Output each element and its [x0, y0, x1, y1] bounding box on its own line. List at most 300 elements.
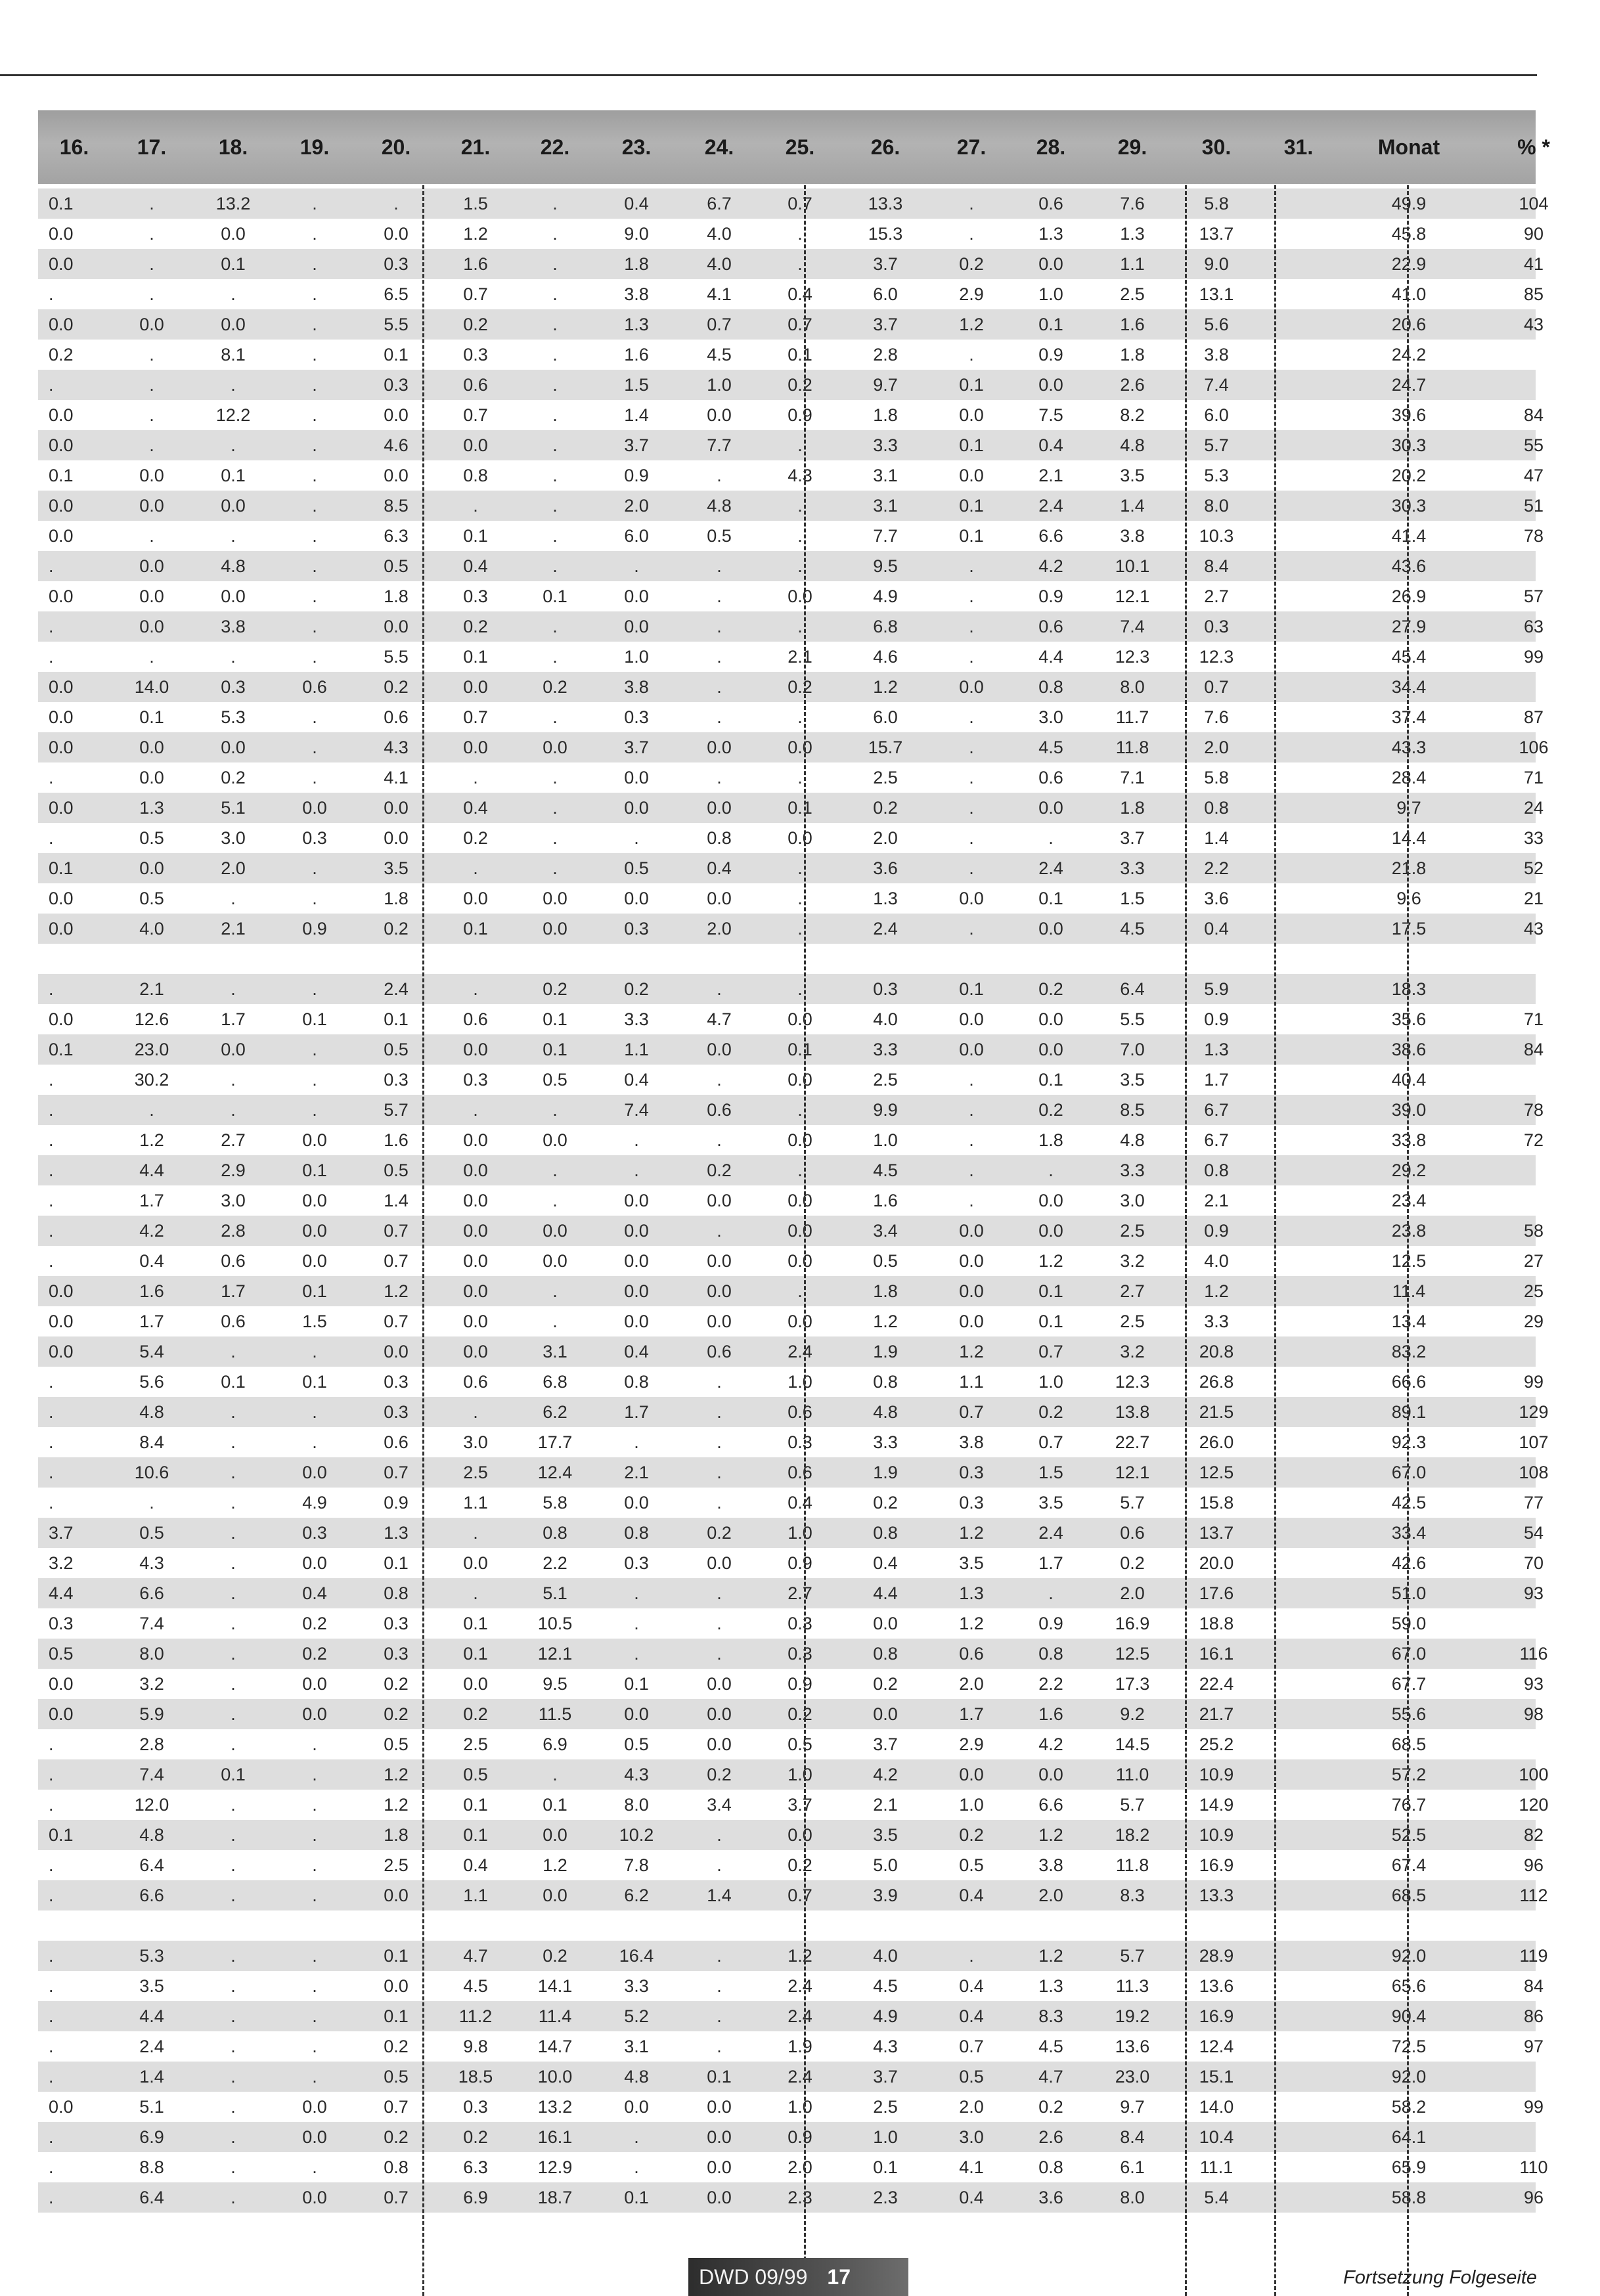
table-cell: 2.0: [1038, 1885, 1063, 1905]
table-cell: 0.5: [384, 556, 409, 576]
table-cell: .: [312, 707, 317, 727]
table-cell: 5.4: [1204, 2187, 1229, 2207]
table-cell: 0.0: [788, 1130, 812, 1150]
table-cell: 8.4: [1204, 556, 1229, 576]
table-cell: 2.1: [139, 979, 164, 999]
table-row: [38, 1729, 1536, 1759]
table-cell: .: [969, 586, 974, 606]
table-cell: .: [552, 374, 558, 395]
table-cell: 2.6: [1038, 2127, 1063, 2147]
table-cell: .: [717, 767, 722, 787]
table-cell: 0.1: [543, 586, 567, 606]
table-cell: 2.0: [873, 828, 898, 848]
table-row: [38, 1820, 1544, 1850]
table-cell: 2.0: [959, 1673, 984, 1694]
table-cell: .: [717, 2006, 722, 2026]
table-row: [38, 2092, 1544, 2122]
table-cell: 49.9: [1391, 193, 1427, 213]
table-cell: 0.0: [1038, 1039, 1063, 1059]
table-cell: 5.9: [1204, 979, 1229, 999]
table-cell: 0.0: [384, 616, 409, 636]
table-cell: 1.1: [1120, 254, 1145, 274]
table-cell: 23.0: [134, 1039, 169, 1059]
table-cell: 2.9: [221, 1160, 246, 1180]
table-cell: 1.2: [384, 1281, 409, 1301]
table-cell: 0.3: [384, 1069, 409, 1090]
table-cell: .: [49, 616, 54, 636]
table-cell: 2.1: [624, 1462, 649, 1482]
table-cell: 6.9: [139, 2127, 164, 2147]
table-cell: 0.8: [1038, 676, 1063, 697]
table-cell: 0.0: [49, 888, 74, 908]
table-cell: 0.3: [959, 1462, 984, 1482]
table-cell: 5.3: [139, 1945, 164, 1966]
table-cell: 1.4: [624, 405, 649, 425]
table-cell: 0.2: [624, 979, 649, 999]
table-cell: 0.2: [384, 1704, 409, 1724]
table-cell: .: [634, 1643, 639, 1664]
table-cell: 4.3: [139, 1553, 164, 1573]
table-cell: 11.7: [1115, 707, 1149, 727]
table-cell: 0.2: [788, 676, 812, 697]
table-cell: 1.7: [139, 1190, 164, 1210]
table-cell: 0.6: [707, 1341, 732, 1361]
table-cell: 0.2: [707, 1522, 732, 1543]
table-cell: .: [231, 1794, 236, 1815]
table-row: [38, 1276, 1544, 1306]
table-row: [38, 1367, 1544, 1397]
table-cell: .: [717, 2036, 722, 2056]
table-cell: 90: [1523, 223, 1544, 244]
table-cell: 78: [1523, 1099, 1544, 1120]
table-cell: 3.8: [624, 284, 649, 304]
table-cell: 6.0: [1204, 405, 1229, 425]
table-cell: 4.0: [873, 1945, 898, 1966]
table-cell: 0.0: [788, 1009, 812, 1029]
table-row: [38, 2031, 1544, 2062]
table-cell: 0.8: [873, 1371, 898, 1392]
table-cell: 2.4: [788, 2066, 812, 2086]
table-cell: 1.2: [959, 1341, 984, 1361]
table-cell: 1.5: [302, 1311, 327, 1331]
table-cell: .: [552, 405, 558, 425]
table-cell: 0.0: [624, 797, 649, 818]
table-cell: 0.1: [463, 1613, 488, 1633]
table-cell: .: [552, 314, 558, 334]
table-cell: 5.1: [543, 1583, 567, 1603]
table-cell: 92.3: [1391, 1432, 1427, 1452]
table-cell: 0.0: [959, 1281, 984, 1301]
table-cell: 10.9: [1199, 1824, 1234, 1845]
table-cell: 10.0: [537, 2066, 573, 2086]
table-cell: 107: [1519, 1432, 1549, 1452]
table-row: [38, 1125, 1544, 1155]
table-cell: 0.0: [788, 1190, 812, 1210]
table-cell: 0.8: [384, 1583, 409, 1603]
table-cell: 0.0: [1038, 1764, 1063, 1784]
table-row: [38, 551, 1536, 581]
table-cell: 4.0: [873, 1009, 898, 1029]
table-cell: 99: [1523, 1371, 1544, 1392]
table-cell: 0.0: [707, 1311, 732, 1331]
table-cell: 5.7: [384, 1099, 409, 1120]
table-row: [38, 1880, 1548, 1910]
table-cell: 54: [1523, 1522, 1544, 1543]
table-cell: .: [49, 1130, 54, 1150]
table-cell: 51.0: [1391, 1583, 1427, 1603]
table-row: [38, 914, 1544, 944]
table-cell: .: [231, 1885, 236, 1905]
table-cell: 84: [1523, 405, 1544, 425]
table-cell: 3.5: [873, 1824, 898, 1845]
table-cell: 6.5: [384, 284, 409, 304]
table-cell: .: [149, 374, 154, 395]
column-header: Monat: [1377, 135, 1440, 159]
table-cell: 0.0: [384, 405, 409, 425]
table-cell: 0.6: [463, 1371, 488, 1392]
table-cell: 9.8: [463, 2036, 488, 2056]
table-row: [38, 672, 1536, 702]
table-cell: 0.5: [788, 1734, 812, 1754]
table-cell: .: [552, 495, 558, 516]
table-cell: .: [717, 616, 722, 636]
table-cell: 17.7: [537, 1432, 573, 1452]
table-cell: 0.3: [788, 1643, 812, 1664]
table-cell: 0.0: [49, 223, 74, 244]
table-cell: 3.6: [1038, 2187, 1063, 2207]
table-cell: 0.0: [463, 1553, 488, 1573]
table-cell: 3.7: [624, 435, 649, 455]
table-cell: .: [797, 525, 803, 546]
table-cell: .: [552, 1190, 558, 1210]
table-cell: 19.2: [1115, 2006, 1150, 2026]
table-cell: 0.2: [1038, 979, 1063, 999]
table-cell: .: [717, 1402, 722, 1422]
table-cell: .: [312, 1976, 317, 1996]
table-cell: 0.1: [139, 707, 164, 727]
table-cell: 1.9: [873, 1462, 898, 1482]
table-cell: 12.1: [537, 1643, 573, 1664]
table-row: [38, 883, 1544, 914]
table-cell: 11.8: [1115, 1855, 1149, 1875]
table-cell: 0.0: [707, 888, 732, 908]
table-cell: 0.1: [463, 918, 488, 938]
table-cell: 71: [1523, 767, 1544, 787]
table-cell: 3.8: [1120, 525, 1145, 546]
table-cell: 0.4: [463, 556, 488, 576]
table-cell: 27: [1523, 1250, 1544, 1271]
table-cell: 1.6: [873, 1190, 898, 1210]
table-cell: .: [49, 1402, 54, 1422]
table-cell: 23.4: [1391, 1190, 1427, 1210]
table-cell: 5.3: [221, 707, 246, 727]
table-cell: 13.6: [1115, 2036, 1150, 2056]
table-cell: 0.2: [1038, 1099, 1063, 1120]
table-cell: 0.7: [463, 284, 488, 304]
table-row: [38, 1699, 1544, 1729]
table-cell: 4.9: [873, 586, 898, 606]
table-cell: 3.2: [139, 1673, 164, 1694]
table-cell: 1.8: [1120, 344, 1145, 364]
table-cell: 7.4: [1204, 374, 1229, 395]
table-cell: 13.3: [868, 193, 903, 213]
table-cell: .: [473, 858, 478, 878]
table-cell: .: [552, 767, 558, 787]
table-cell: 1.4: [139, 2066, 164, 2086]
table-cell: 2.5: [1120, 284, 1145, 304]
table-cell: .: [49, 556, 54, 576]
table-cell: 82: [1523, 1824, 1544, 1845]
table-cell: .: [49, 1462, 54, 1482]
table-cell: .: [969, 707, 974, 727]
table-cell: 93: [1523, 1583, 1544, 1603]
table-cell: 0.3: [302, 1522, 327, 1543]
table-cell: 5.4: [139, 1341, 164, 1361]
table-cell: 16.4: [619, 1945, 654, 1966]
table-cell: 0.1: [624, 1673, 649, 1694]
table-cell: 0.0: [139, 556, 164, 576]
table-cell: .: [49, 1160, 54, 1180]
table-cell: .: [473, 979, 478, 999]
table-cell: 12.2: [215, 405, 251, 425]
table-cell: 6.8: [873, 616, 898, 636]
table-row: [38, 1578, 1544, 1608]
table-cell: .: [312, 314, 317, 334]
table-cell: .: [312, 193, 317, 213]
table-cell: 4.5: [873, 1160, 898, 1180]
table-cell: 8.0: [1120, 676, 1145, 697]
table-cell: 1.2: [959, 1613, 984, 1633]
column-header: 23.: [621, 135, 652, 159]
table-cell: .: [797, 1099, 803, 1120]
column-separator: [1185, 185, 1187, 2296]
table-cell: 6.3: [463, 2157, 488, 2177]
table-cell: 2.0: [624, 495, 649, 516]
table-cell: 0.0: [873, 1613, 898, 1633]
table-row: [38, 279, 1544, 309]
table-cell: 4.3: [384, 737, 409, 757]
table-cell: 21.7: [1199, 1704, 1234, 1724]
table-cell: 0.0: [543, 1885, 567, 1905]
table-cell: 1.4: [384, 1190, 409, 1210]
table-cell: 0.7: [788, 1885, 812, 1905]
table-cell: 0.0: [543, 737, 567, 757]
table-cell: 1.0: [788, 2096, 812, 2117]
table-cell: 0.0: [1038, 1220, 1063, 1241]
table-cell: 39.0: [1391, 1099, 1427, 1120]
table-cell: 12.9: [537, 2157, 573, 2177]
table-cell: 87: [1523, 707, 1544, 727]
table-cell: 0.0: [49, 918, 74, 938]
table-cell: 0.1: [543, 1009, 567, 1029]
table-cell: 39.6: [1391, 405, 1427, 425]
table-cell: 6.6: [1038, 525, 1063, 546]
table-cell: 29: [1523, 1311, 1544, 1331]
table-cell: 1.4: [1120, 495, 1145, 516]
table-cell: 37.4: [1391, 707, 1427, 727]
table-cell: 18.8: [1199, 1613, 1234, 1633]
section-gap: [38, 944, 1536, 974]
table-cell: 0.9: [302, 918, 327, 938]
table-cell: 92.0: [1391, 2066, 1427, 2086]
table-cell: 9.2: [1120, 1704, 1145, 1724]
table-cell: 0.5: [139, 888, 164, 908]
table-cell: 2.9: [959, 284, 984, 304]
table-cell: 3.0: [1038, 707, 1063, 727]
table-row: [38, 1095, 1544, 1125]
table-cell: 0.0: [463, 1673, 488, 1694]
table-cell: 18.2: [1115, 1824, 1150, 1845]
table-cell: 0.5: [139, 1522, 164, 1543]
table-cell: 0.5: [873, 1250, 898, 1271]
table-cell: 0.2: [1038, 2096, 1063, 2117]
table-cell: 0.0: [707, 737, 732, 757]
table-cell: 13.1: [1199, 284, 1234, 304]
table-cell: 0.2: [543, 979, 567, 999]
table-cell: .: [312, 1885, 317, 1905]
table-cell: .: [552, 254, 558, 274]
table-cell: 5.1: [221, 797, 246, 818]
table-cell: 30.3: [1391, 435, 1427, 455]
table-cell: 6.0: [873, 284, 898, 304]
table-cell: 63: [1523, 616, 1544, 636]
table-cell: 0.3: [624, 707, 649, 727]
table-cell: .: [231, 888, 236, 908]
table-row: [38, 1608, 1536, 1639]
column-header: 29.: [1117, 135, 1147, 159]
table-cell: .: [717, 646, 722, 667]
table-cell: 17.3: [1115, 1673, 1150, 1694]
table-cell: .: [717, 465, 722, 485]
table-cell: 4.8: [873, 1402, 898, 1422]
table-cell: 0.7: [1038, 1432, 1063, 1452]
table-cell: 64.1: [1391, 2127, 1427, 2147]
table-cell: 1.6: [1120, 314, 1145, 334]
table-cell: .: [312, 435, 317, 455]
table-cell: 0.0: [788, 1220, 812, 1241]
table-cell: 3.5: [139, 1976, 164, 1996]
table-cell: 0.1: [384, 1945, 409, 1966]
table-cell: 13.8: [1115, 1402, 1150, 1422]
table-cell: 12.1: [1115, 1462, 1150, 1482]
table-cell: .: [49, 979, 54, 999]
table-cell: 0.6: [1038, 193, 1063, 213]
table-cell: 7.0: [1120, 1039, 1145, 1059]
table-cell: 3.7: [49, 1522, 74, 1543]
table-cell: .: [49, 284, 54, 304]
table-row: [38, 1155, 1536, 1185]
table-cell: 0.3: [624, 918, 649, 938]
table-cell: 0.1: [959, 374, 984, 395]
table-cell: 41.0: [1391, 284, 1427, 304]
table-cell: 3.0: [463, 1432, 488, 1452]
table-cell: 0.0: [463, 1220, 488, 1241]
table-cell: 3.7: [624, 737, 649, 757]
table-cell: 6.4: [1120, 979, 1145, 999]
table-cell: 0.0: [873, 1704, 898, 1724]
table-row: [38, 823, 1544, 853]
table-cell: 1.2: [543, 1855, 567, 1875]
table-cell: 96: [1523, 1855, 1544, 1875]
table-cell: 0.0: [463, 737, 488, 757]
table-row: [38, 1397, 1549, 1427]
table-cell: 0.0: [788, 1069, 812, 1090]
column-header: 27.: [956, 135, 987, 159]
table-cell: 2.4: [788, 1341, 812, 1361]
table-cell: 3.4: [873, 1220, 898, 1241]
table-cell: 0.5: [959, 2066, 984, 2086]
table-cell: 3.9: [873, 1885, 898, 1905]
table-cell: 4.8: [139, 1824, 164, 1845]
table-cell: 43: [1523, 314, 1544, 334]
table-cell: .: [312, 223, 317, 244]
table-cell: 0.1: [463, 1643, 488, 1664]
table-cell: .: [49, 1492, 54, 1512]
table-cell: 2.9: [959, 1734, 984, 1754]
table-cell: .: [312, 1945, 317, 1966]
table-cell: 3.7: [788, 1794, 812, 1815]
table-cell: .: [49, 1069, 54, 1090]
table-cell: .: [1048, 828, 1054, 848]
table-cell: .: [552, 284, 558, 304]
table-cell: 1.2: [959, 1522, 984, 1543]
table-cell: 7.4: [1120, 616, 1145, 636]
table-cell: .: [969, 1069, 974, 1090]
table-cell: 0.0: [49, 254, 74, 274]
table-cell: .: [49, 2036, 54, 2056]
table-cell: 2.1: [1204, 1190, 1229, 1210]
table-row: [38, 460, 1544, 491]
table-cell: 4.9: [873, 2006, 898, 2026]
table-cell: 51: [1523, 495, 1544, 516]
table-cell: 1.1: [624, 1039, 649, 1059]
table-cell: 67.0: [1391, 1462, 1427, 1482]
table-cell: 0.0: [49, 586, 74, 606]
table-cell: 11.8: [1115, 737, 1149, 757]
table-cell: 1.0: [624, 646, 649, 667]
table-cell: 5.8: [1204, 767, 1229, 787]
table-cell: 0.9: [788, 1553, 812, 1573]
table-cell: .: [149, 1099, 154, 1120]
table-cell: 5.5: [384, 646, 409, 667]
table-cell: 0.0: [302, 1250, 327, 1271]
table-cell: 57: [1523, 586, 1544, 606]
table-cell: 6.3: [384, 525, 409, 546]
table-cell: 0.2: [873, 1673, 898, 1694]
table-cell: 3.7: [873, 2066, 898, 2086]
table-cell: 2.4: [873, 918, 898, 938]
column-header: % *: [1517, 135, 1550, 159]
table-cell: .: [49, 2006, 54, 2026]
table-cell: 4.3: [788, 465, 812, 485]
table-cell: 0.4: [959, 2006, 984, 2026]
table-cell: 0.2: [463, 2127, 488, 2147]
table-cell: 4.5: [1120, 918, 1145, 938]
table-cell: .: [231, 1976, 236, 1996]
table-cell: .: [634, 1432, 639, 1452]
table-cell: 0.0: [49, 314, 74, 334]
table-cell: 0.1: [49, 858, 74, 878]
table-cell: 2.4: [1038, 495, 1063, 516]
table-cell: 0.5: [139, 828, 164, 848]
table-cell: 78: [1523, 525, 1544, 546]
table-cell: 12.4: [537, 1462, 573, 1482]
table-cell: 0.0: [49, 1704, 74, 1724]
table-cell: 3.1: [873, 495, 898, 516]
column-header: 21.: [460, 135, 491, 159]
table-cell: 0.5: [49, 1643, 74, 1664]
table-cell: 0.0: [624, 1220, 649, 1241]
